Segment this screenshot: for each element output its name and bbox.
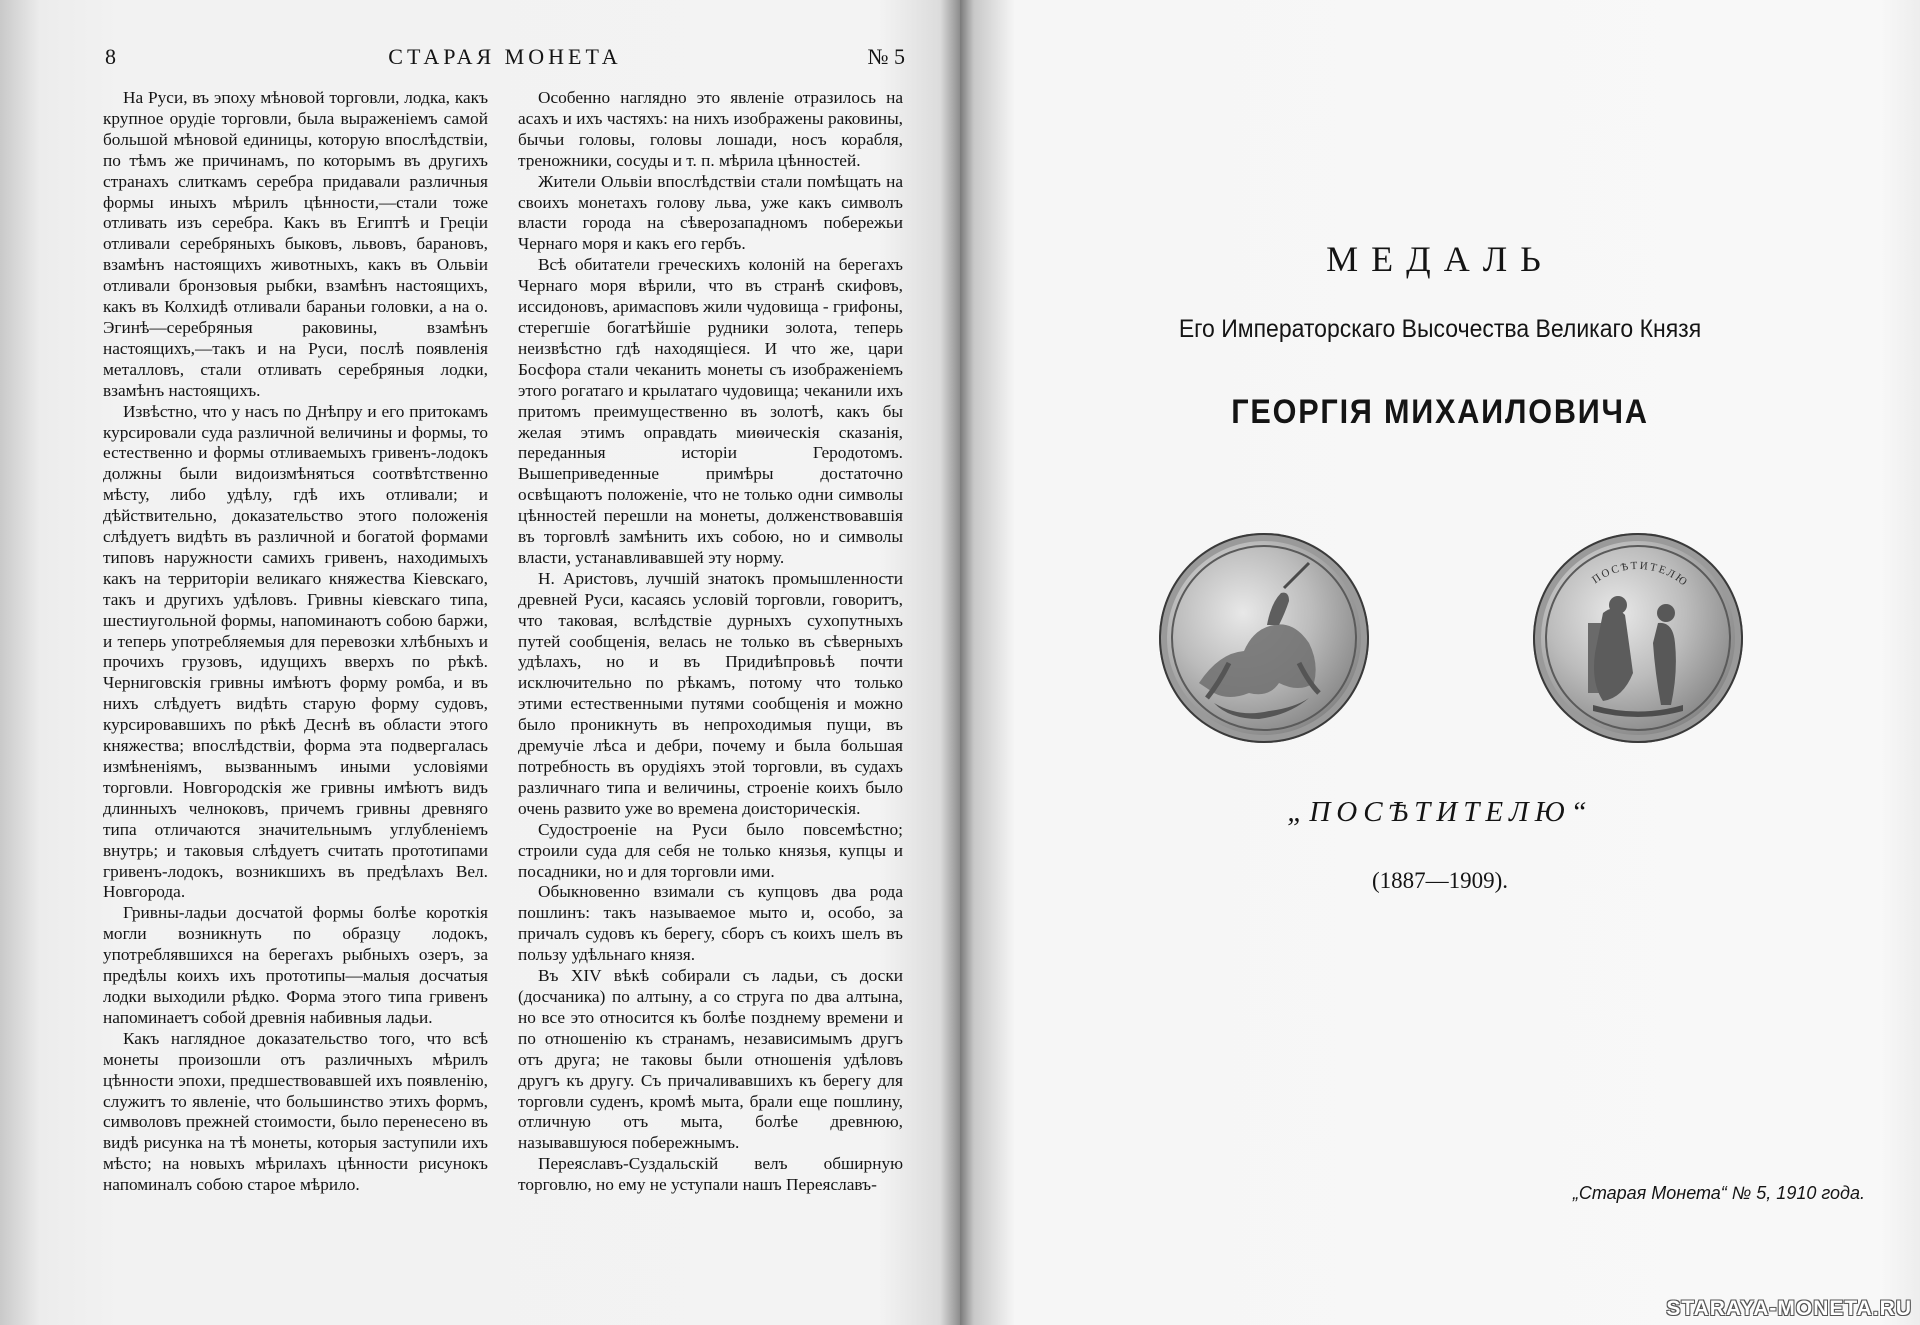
right-page (960, 0, 1920, 1325)
medal-dedication: „ПОСѢТИТЕЛЮ“ (1287, 796, 1593, 828)
paragraph: Гривны-ладьи досчатой формы болѣе короткія могли возникнуть по образцу лодокъ, употреблявшихся на берегахъ рыбныхъ озеръ, за предѣлы коихъ ихъ прототипы—малыя досчатыя лодки выходили рѣдко. Форма этого типа гривенъ напоминаетъ собой древнія набивныя ладьи. (103, 903, 488, 1027)
medal-years: (1887—1909). (1371, 868, 1509, 893)
medal-subtitle: Его Императорскаго Высочества Великаго Князя (1178, 315, 1702, 343)
paragraph: Судостроеніе на Руси было повсемѣстно; строили суда для себя не только князья, купцы и посадники, но и для торговли ими. (518, 819, 903, 881)
page-number: 8 (105, 44, 116, 69)
grand-duke-name: ГЕОРГІЯ МИХАИЛОВИЧА (1231, 393, 1649, 431)
paragraph: Н. Аристовъ, лучшій знатокъ промышленности древней Руси, касаясь условій торговли, говоритъ, что таковая, вслѣдствіе дурныхъ сухопутныхъ путей сообщенія, велась не только въ сѣверныхъ удѣлахъ, но и въ Придиѣпровьѣ почти исключительно по рѣкамъ, потому что только этими естественными путями сообщенія и можно было проникнуть въ непроходимыя пущи, въ дремучіе лѣса и дебри, почему и была большая потребность въ орудіяхъ этой торговли, въ судахъ различнаго типа и величины, строеніе коихъ было очень развито уже во времена доисторическія. (518, 568, 903, 818)
medal-reverse-image (1533, 533, 1743, 743)
paragraph: Въ XIV вѣкѣ собирали съ ладьи, съ доски (досчаника) по алтыну, а со струга по два алтына, но все это относится къ болѣе позднему времени и по отношенію къ странамъ, независимымъ другъ отъ друга; не таковы были отношенія удѣловъ другъ къ другу. Съ причаливавшихъ къ берегу для торговли суденъ, кромѣ мыта, брали еще пошлину, отличную отъ мыта, болѣе древнюю, называвшуюся побережнымъ. (518, 966, 903, 1153)
svg-text:ПОСѢТИТЕЛЮ (1590, 560, 1691, 590)
text-column-2 (518, 88, 903, 1196)
page-header (105, 44, 905, 74)
site-watermark: STARAYA-MONETA.RU (1666, 1297, 1912, 1320)
plate-caption: „Старая Монета“ № 5, 1910 года. (1572, 1183, 1865, 1203)
paragraph: Обыкновенно взимали съ купцовъ два рода пошлинъ: такъ называемое мыто и, особо, за причалъ судовъ къ берегу, сборъ съ коихъ шелъ въ пользу удѣльнаго князя. (518, 882, 903, 965)
text-column-1 (103, 88, 488, 1196)
journal-title: СТАРАЯ МОНЕТА (388, 44, 622, 69)
issue-number: № 5 (867, 44, 905, 69)
reverse-legend: ПОСѢТИТЕЛЮ (1589, 559, 1691, 590)
medal-obverse-image (1159, 533, 1369, 743)
medal-title: МЕДАЛЬ (1326, 239, 1554, 279)
paragraph: На Руси, въ эпоху мѣновой торговли, лодка, какъ крупное орудіе торговли, была выраженіемъ самой большой мѣновой единицы, которую впослѣдствіи, по тѣмъ же причинамъ, по которымъ въ другихъ странахъ слиткамъ серебра придавали различныя формы иныхъ мѣрилъ цѣнности,—стали тоже отливать изъ серебра. Какъ въ Египтѣ и Греціи отливали серебряныхъ быковъ, львовъ, барановъ, взамѣнъ настоящихъ животныхъ, какъ въ Ольвіи отливали бронзовыя рыбки, взамѣнъ настоящихъ, какъ въ Колхидѣ отливали бараньи головки, а на о. Эгинѣ—серебряныя раковины, взамѣнъ настоящихъ,—такъ и на Руси, послѣ появленія металловъ, стали отливать серебряныя лодки, взамѣнъ настоящихъ. (103, 88, 488, 400)
paragraph: Особенно наглядно это явленіе отразилось на асахъ и ихъ частяхъ: на нихъ изображены раковины, бычьи головы, головы лошади, носъ корабля, треножники, сосуды и т. п. мѣрила цѣнностей. (518, 88, 903, 170)
paragraph: Всѣ обитатели греческихъ колоній на берегахъ Чернаго моря вѣрили, что въ странѣ скифовъ, иссидоновъ, аримасповъ жили чудовища - грифоны, стерегшіе богатѣйшіе рудники золота, теперь неизвѣстно гдѣ находящіеся. И что же, цари Босфора стали чеканить монеты съ изображеніемъ этого рогатаго и крылатаго чудовища; чеканили ихъ притомъ преимущественно въ золотѣ, какъ бы желая этимъ оправдать миѳическія сказанія, переданныя исторіи Геродотомъ. Вышеприведенные примѣры достаточно освѣщаютъ положеніе, что не только одни символы цѣнностей перешли на монеты, долженствовавшія въ торговлѣ замѣнить ихъ собою, но и символы власти, устанавливавшей эту норму. (518, 255, 903, 567)
paragraph: Какъ наглядное доказательство того, что всѣ монеты произошли отъ различныхъ мѣрилъ цѣнности эпохи, предшествовавшей ихъ появленію, служитъ то явленіе, что большинство этихъ формъ, символовъ прежней стоимости, было перенесено въ видѣ рисунка на тѣ монеты, которыя заступили ихъ мѣсто; на новыхъ мѣрилахъ цѣнности рисунокъ напоминалъ собою старое мѣрило. (103, 1028, 488, 1195)
paragraph: Жители Ольвіи впослѣдствіи стали помѣщать на своихъ монетахъ голову льва, уже какъ символъ власти города на сѣверозападномъ побережьи Чернаго моря и какъ его гербъ. (518, 171, 903, 254)
paragraph: Переяславъ-Суздальскій велъ обширную торговлю, но ему не уступали нашъ Переяславъ- (518, 1154, 903, 1195)
paragraph: Извѣстно, что у насъ по Днѣпру и его притокамъ курсировали суда различной величины и формы, то естественно и формы отливаемыхъ гривенъ-лодокъ должны были видоизмѣняться соотвѣтственно мѣсту, либо удѣлу, гдѣ ихъ отливали; и дѣйствительно, доказательство этого положенія слѣдуетъ видѣть въ различной и богатой формами типовъ наружности самихъ гривенъ, находимыхъ какъ на территоріи великаго княжества Кіевскаго, такъ и другихъ удѣловъ. Гривны кіевскаго типа, шестиугольной формы, напоминаютъ собою баржи, и теперь употребляемыя для перевозки хлѣбныхъ и прочихъ грузовъ, идущихъ вверхъ по рѣкѣ. Черниговскія гривны имѣютъ форму ромба, и въ нихъ слѣдуетъ видѣть старую форму судовъ, курсировавшихъ по рѣкѣ Деснѣ въ области этого княжества; впослѣдствіи, форма эта подвергалась измѣненіямъ, вызваннымъ иными условіями торговли. Новгородскія же гривны имѣютъ видъ длинныхъ челноковъ, причемъ гривны древняго типа отличаются значительнымъ углубленіемъ внутрь; и таковыя слѣдуетъ считать прототипами гривенъ-лодокъ, возникшихъ въ предѣлахъ Вел. Новгорода. (103, 401, 488, 902)
saint-george-relief-icon (1159, 533, 1369, 743)
allegorical-figures-relief-icon (1533, 533, 1743, 743)
